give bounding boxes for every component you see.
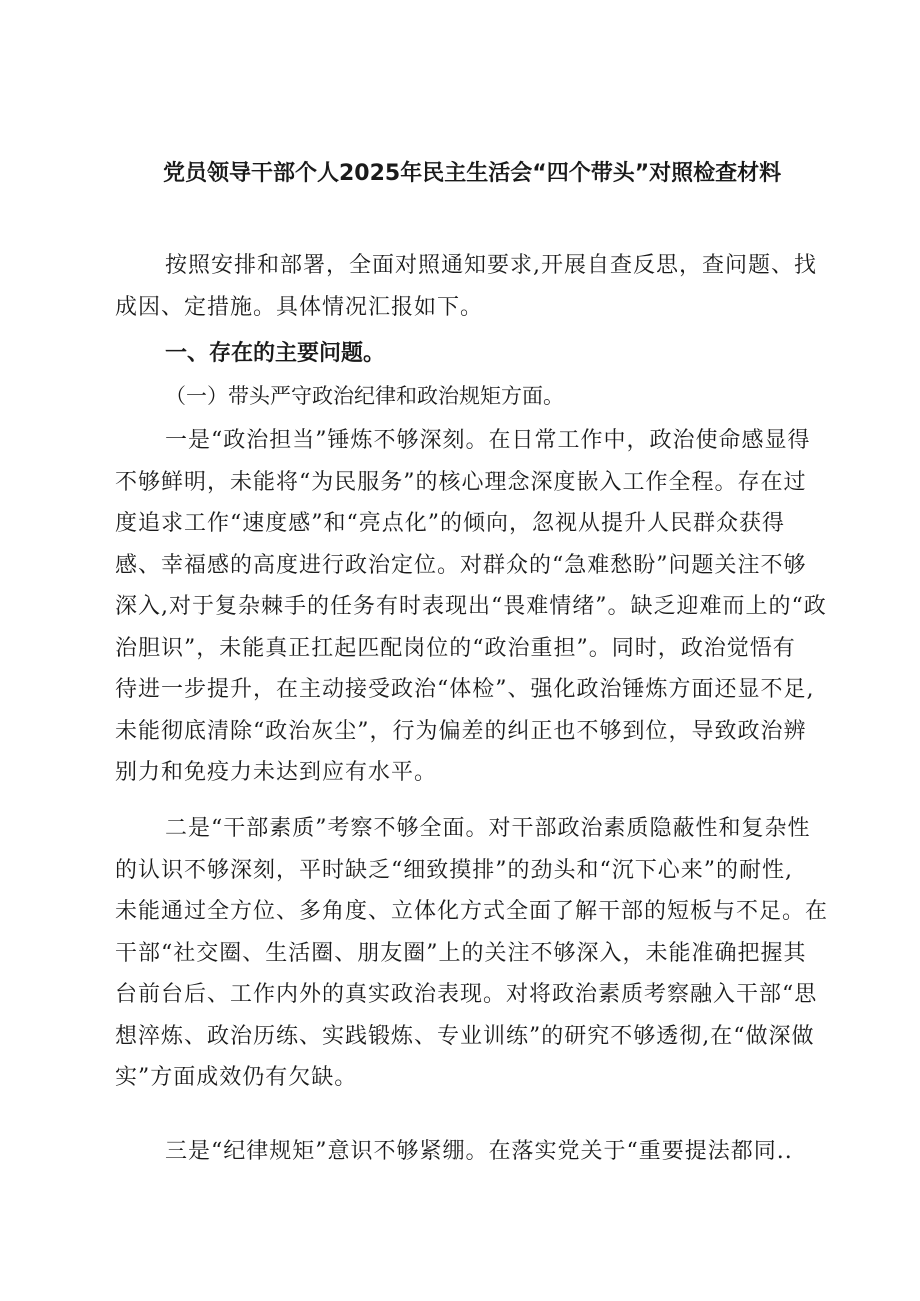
section-heading: 一、存在的主要问题。 — [165, 341, 386, 366]
paragraph-cadre-quality — [115, 808, 835, 1099]
intro-line: 按照安排和部署，全面对照通知要求,开展自查反思，查问题、找 — [165, 253, 817, 278]
paragraph-line: 度追求工作“速度感”和“亮点化”的倾向，忽视从提升人民群众获得 — [115, 511, 785, 536]
paragraph-line: 别力和免疫力未达到应有水平。 — [115, 760, 438, 785]
paragraph-line: 的认识不够深刻，平时缺乏“细致摸排”的劲头和“沉下心来”的耐性, — [115, 857, 793, 883]
paragraph-line: 台前台后、工作内外的真实政治表现。对将政治素质考察融入干部“思 — [115, 982, 818, 1007]
paragraph-line: 深入,对于复杂棘手的任务有时表现出“畏难情绪”。缺乏迎难而上的“政 — [115, 594, 827, 619]
document-title: 党员领导干部个人2025年民主生活会“四个带头”对照检查材料 — [163, 161, 782, 186]
intro-line: 成因、定措施。具体情况汇报如下。 — [115, 295, 484, 320]
paragraph-line: 干部“社交圈、生活圈、朋友圈”上的关注不够深入，未能准确把握其 — [115, 940, 807, 966]
subsection-heading: （一）带头严守政治纪律和政治规矩方面。 — [165, 384, 564, 408]
paragraph-line: 未能通过全方位、多角度、立体化方式全面了解干部的短板与不足。在 — [115, 899, 829, 924]
paragraph-line: 想淬炼、政治历练、实践锻炼、专业训练”的研究不够透彻,在“做深做 — [115, 1023, 815, 1049]
paragraph-line: 不够鲜明，未能将“为民服务”的核心理念深度嵌入工作全程。存在过 — [115, 469, 807, 495]
paragraph-line: 一是“政治担当”锤炼不够深刻。在日常工作中，政治使命感显得 — [165, 428, 811, 453]
paragraph-line: 实”方面成效仍有欠缺。 — [115, 1065, 358, 1090]
paragraph-political-responsibility — [115, 420, 835, 794]
intro-paragraph — [115, 245, 835, 329]
paragraph-line: 治胆识”，未能真正扛起匹配岗位的“政治重担”。同时，政治觉悟有 — [115, 635, 796, 661]
paragraph-line: 二是“干部素质”考察不够全面。对干部政治素质隐蔽性和复杂性 — [165, 816, 811, 841]
paragraph-discipline: 三是“纪律规矩”意识不够紧绷。在落实党关于“重要提法都同.. — [165, 1139, 793, 1164]
paragraph-line: 待进一步提升，在主动接受政治“体检”、强化政治锤炼方面还显不足, — [115, 677, 815, 702]
paragraph-line: 未能彻底清除“政治灰尘”，行为偏差的纠正也不够到位，导致政治辨 — [115, 718, 807, 744]
paragraph-line: 感、幸福感的高度进行政治定位。对群众的“急难愁盼”问题关注不够 — [115, 552, 807, 578]
